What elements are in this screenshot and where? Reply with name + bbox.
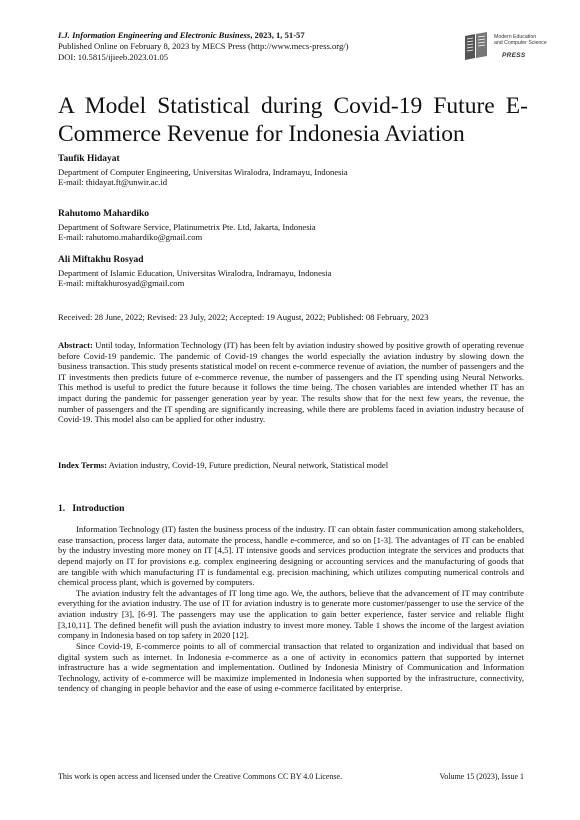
author-affiliation: Department of Software Service, Platinumetrix Pte. Ltd, Jakarta, Indonesia [58,221,316,232]
logo-line-1: Modern Education [494,34,537,40]
author-affiliation: Department of Islamic Education, Universitas Wiralodra, Indramayu, Indonesia [58,267,332,278]
journal-issue: , 2023, 1, 51-57 [250,30,305,40]
author-email: E-mail: miftakhurosyad@gmail.com [58,278,185,288]
body-paragraph: The aviation industry felt the advantages of IT long time ago. We, the authors, believe that the advancement of IT may contribute everything for the aviation industry. The use of IT for aviation industry is to generate more customer/passenger to use the service of the aviation industry [3], [6-9]. The passengers may use the application to gain better experience, faster service and reliable flight [3,10,11]. The defined benefit will push the aviation industry to invest more money. Table 1 shows the income of the largest aviation company in Indonesia based on top safety in 2020 [12]. [58,587,524,641]
paper-title: A Model Statistical during Covid-19 Future E-Commerce Revenue for Indonesia Aviation [58,93,528,147]
received-dates: Received: 28 June, 2022; Revised: 23 July, 2022; Accepted: 19 August, 2022; Published: 08 February, 2023 [58,312,429,322]
author-block [58,255,528,289]
license-note: This work is open access and licensed under the Creative Commons CC BY 4.0 License. [58,772,343,781]
index-terms-text: Aviation industry, Covid-19, Future prediction, Neural network, Statistical model [106,460,389,470]
section-heading: 1. Introduction [58,503,125,514]
logo-text [494,34,547,46]
journal-header [58,30,458,63]
index-terms [58,460,524,471]
doi-line: DOI: 10.5815/ijieeb.2023.01.05 [58,52,169,62]
abstract [58,340,524,425]
author-block [58,209,528,243]
abstract-text: Until today, Information Technology (IT) has been felt by aviation industry showed by positive growth of operating revenue before Covid-19 pandemic. The pandemic of Covid-19 changes the world especially the aviation industry by slowing down the business transaction. This study presents statistical model on recent e-commerce revenue of aviation, the number of passengers and the IT investments then predicts future of e-commerce revenue, the number of passengers and the IT spending using Neural Networks. This method is useful to predict the future because it follows the time being. The chosen variables are intended whether IT has an impact during the pandemic for passenger generation year by year. The results show that for the next few years, the revenue, the number of passengers and the IT spending are significantly increasing, while there are problems faced in aviation industry because of Covid-19. This model also can be applied for other industry. [58,340,524,425]
author-name: Ali Miftakhu Rosyad [58,255,144,265]
author-email: E-mail: rahutomo.mahardiko@gmail.com [58,232,203,242]
published-line: Published Online on February 8, 2023 by MECS Press (http://www.mecs-press.org/) [58,41,349,51]
journal-name: I.J. Information Engineering and Electronic Business [58,30,251,40]
author-block [58,154,528,188]
volume-issue: Volume 15 (2023), Issue 1 [439,772,524,781]
index-terms-label: Index Terms: [58,460,107,470]
section-body [58,524,524,694]
body-paragraph: Information Technology (IT) fasten the business process of the industry. IT can obtain faster communication among stakeholders, ease transaction, process larger data, automate the process, handle e-commerce, and so on [1-3]. The advantages of IT can be enabled by the industry investing more money on IT [4,5]. IT intensive goods and services production integrate the services and products that depend majorly on IT for provisions e.g. complex engineering designing or accounting services and the manufacturing of goods that are tangible with which manufacturing IT is fundamental e.g. precision machining, which utilizes computing numerical controls and chemical process plant, which is governed by computers. [58,524,524,588]
logo-line-2: and Computer Science [494,40,547,46]
author-email: E-mail: thidayat.ft@unwir.ac.id [58,177,168,187]
abstract-label: Abstract: [58,340,93,350]
author-name: Rahutomo Mahardiko [58,209,150,219]
journal-citation [58,30,458,41]
mecs-press-logo [462,28,554,64]
body-paragraph: Since Covid-19, E-commerce points to all of commercial transaction that related to organization and individual that based on digital system such as internet. In Indonesia e-commerce as a one of activity in economics pattern that supported by internet infrastructure has a wide segmentation and implementation. Outlined by Indonesia Ministry of Communication and Information Technology, activity of e-commerce will be maximize implemented in Indonesia when supported by the infrastructure, connectivity, tendency of changing in people behavior and the ease of using e-commerce facilitated by enterprise. [58,640,524,694]
book-logo-icon [462,30,492,62]
author-affiliation: Department of Computer Engineering, Universitas Wiralodra, Indramayu, Indonesia [58,166,348,177]
logo-press: PRESS [502,52,526,59]
author-name: Taufik Hidayat [58,154,120,164]
